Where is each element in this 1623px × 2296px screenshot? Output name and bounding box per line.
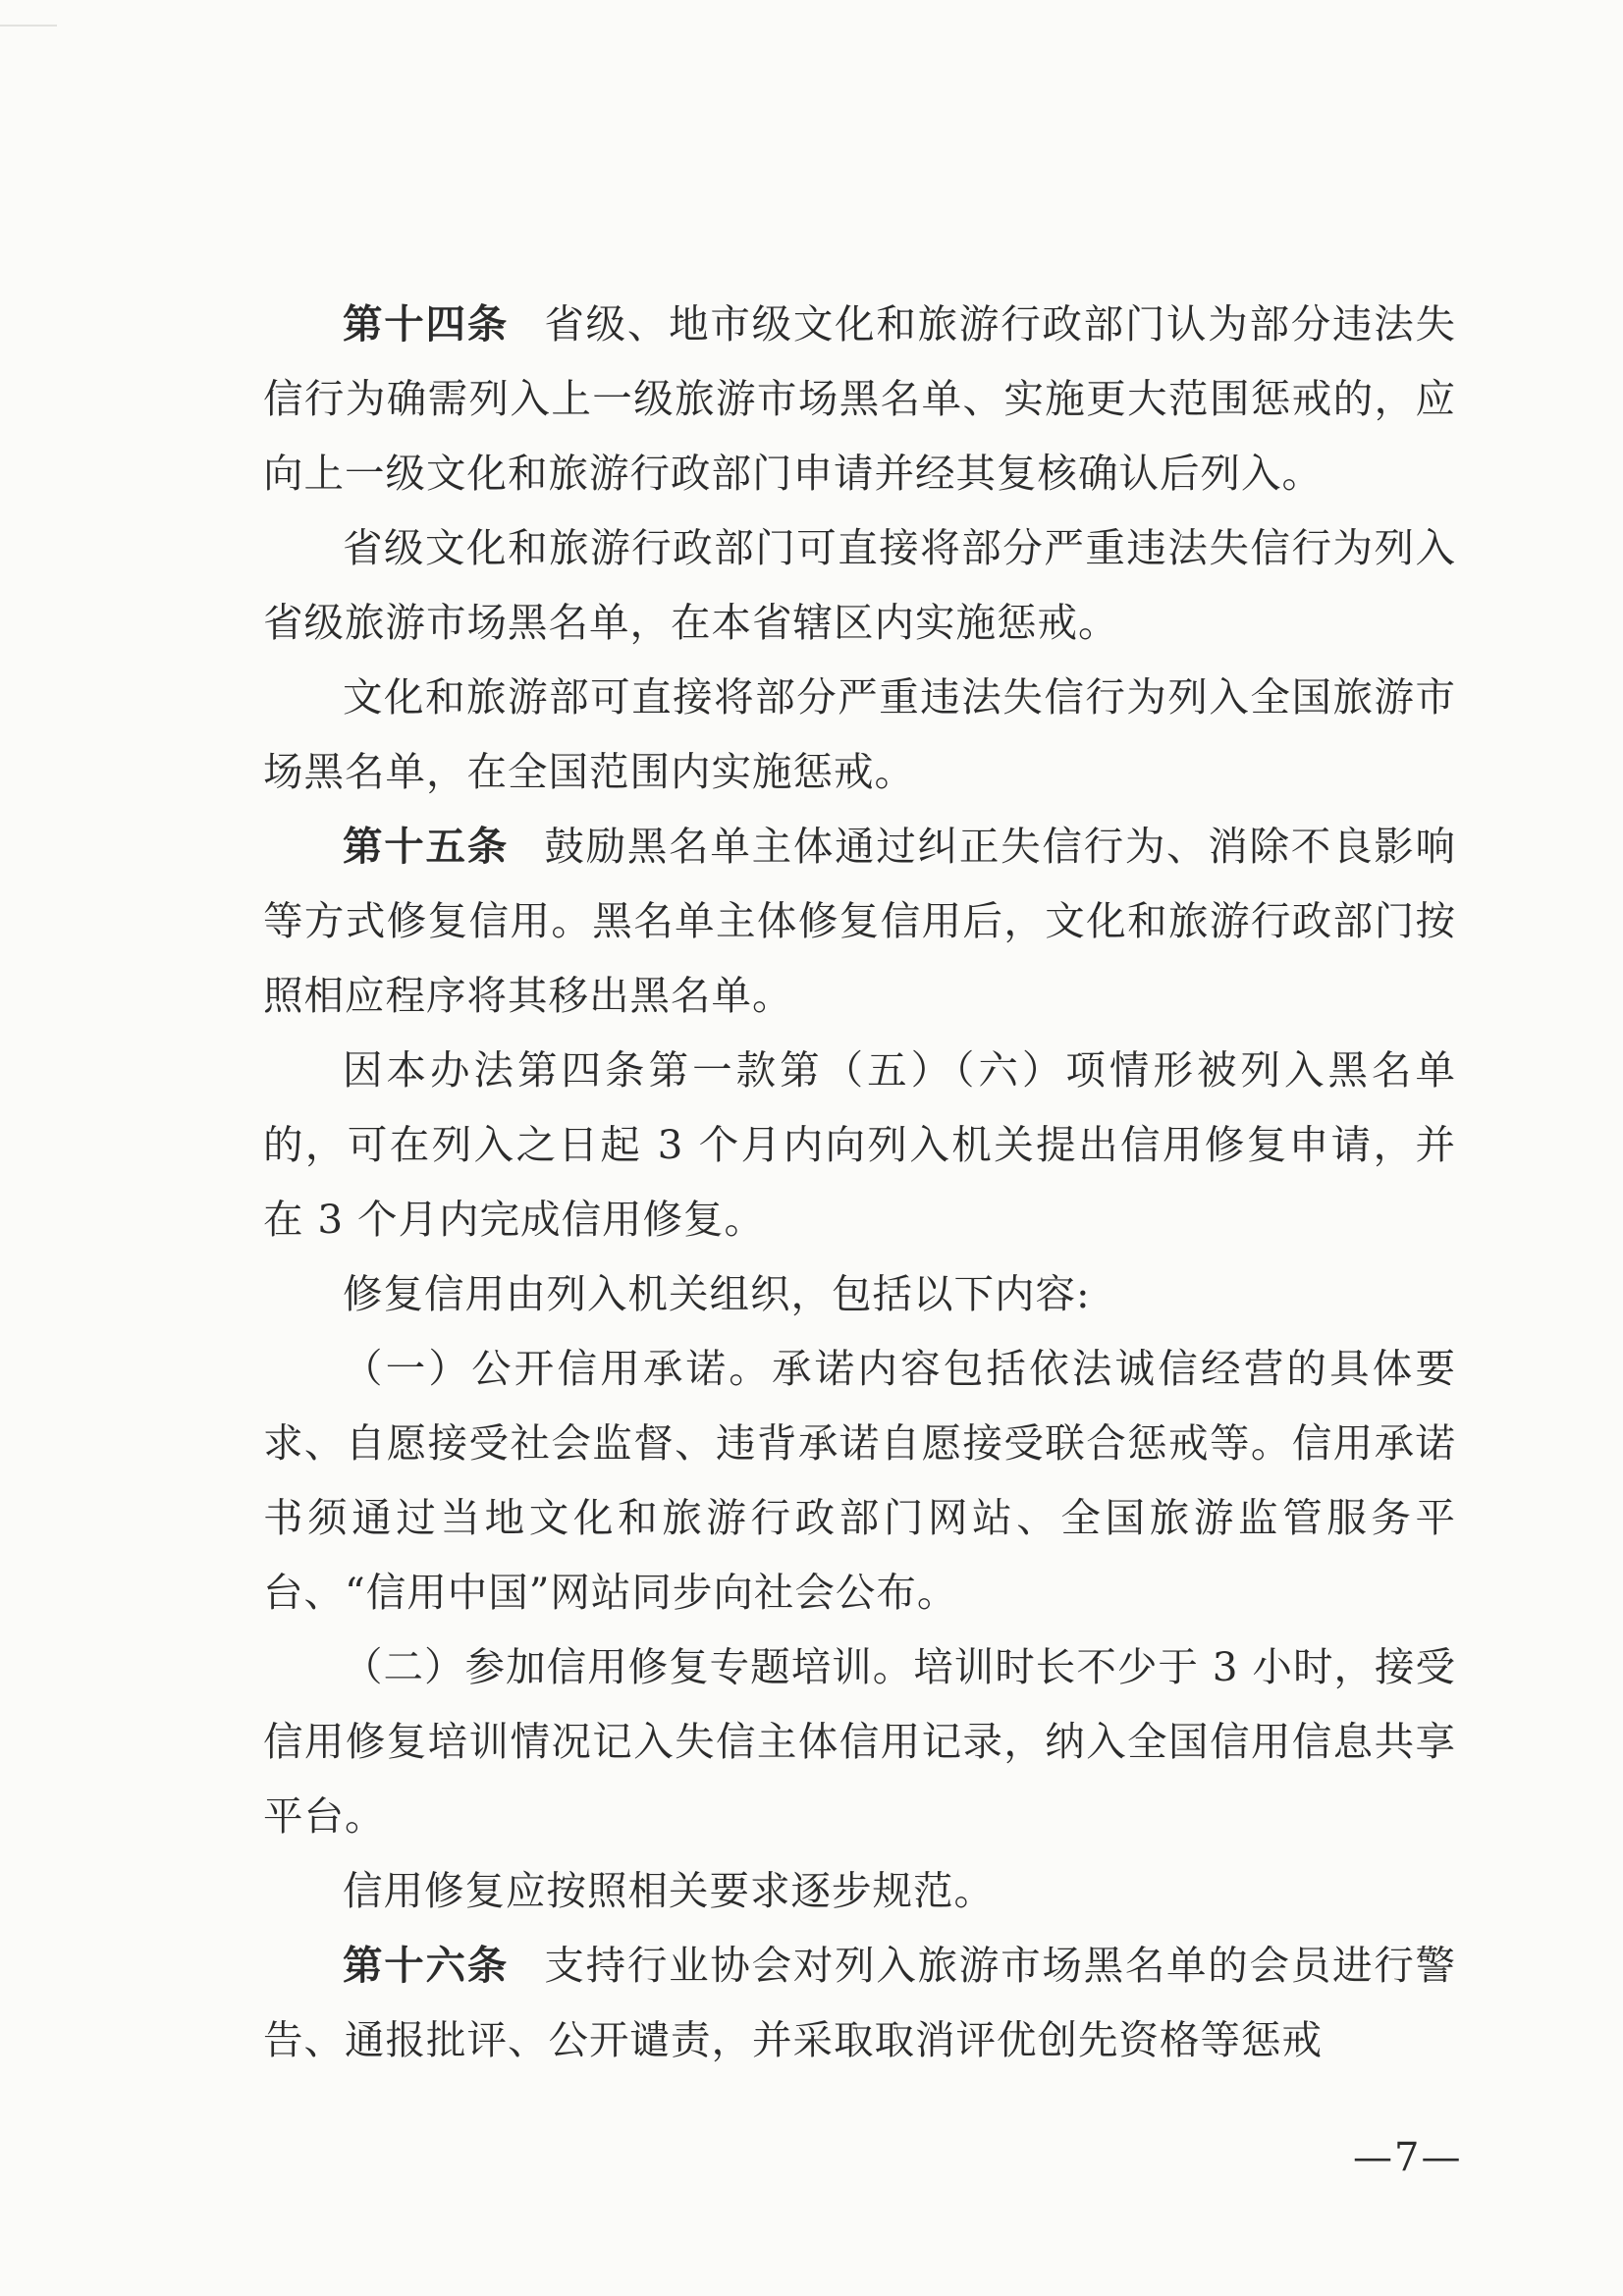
article-14-text-1: 省级、地市级文化和旅游行政部门认为部分违法失信行为确需列入上一级旅游市场黑名单、实施更大范围惩戒的，应向上一级文化和旅游行政部门申请并经其复核确认后列入。 — [263, 300, 1457, 497]
article-16-heading: 第十六条 — [343, 1942, 509, 1989]
article-16-text-1: 支持行业协会对列入旅游市场黑名单的会员进行警告、通报批评、公开谴责，并采取取消评优创先资格等惩戒 — [263, 1942, 1457, 2063]
scan-edge-mark — [0, 25, 57, 27]
article-15-paragraph-6: 信用修复应按照相关要求逐步规范。 — [343, 1867, 995, 1914]
article-14-heading: 第十四条 — [343, 300, 509, 347]
article-15-item-2: （二）参加信用修复专题培训。培训时长不少于 3 小时，接受信用修复培训情况记入失信主体信用记录，纳入全国信用信息共享平台。 — [263, 1643, 1456, 1840]
article-15-heading: 第十五条 — [343, 823, 509, 870]
article-14-paragraph-3: 文化和旅游部可直接将部分严重违法失信行为列入全国旅游市场黑名单，在全国范围内实施惩戒。 — [263, 673, 1456, 795]
article-15-paragraph-2: 因本办法第四条第一款第（五）（六）项情形被列入黑名单的，可在列入之日起 3 个月内向列入机关提出信用修复申请，并在 3 个月内完成信用修复。 — [263, 1046, 1456, 1243]
article-15-item-1: （一）公开信用承诺。承诺内容包括依法诚信经营的具体要求、自愿接受社会监督、违背承诺自愿接受联合惩戒等。信用承诺书须通过当地文化和旅游行政部门网站、全国旅游监管服务平台、“信用中国”网站同步向社会公布。 — [263, 1345, 1456, 1616]
article-15-paragraph-3: 修复信用由列入机关组织，包括以下内容: — [343, 1270, 1091, 1317]
article-16-paragraph-1 — [263, 1928, 1456, 2077]
article-15-paragraph-1 — [263, 809, 1456, 1033]
article-14-paragraph-1 — [263, 287, 1456, 510]
article-14-paragraph-2: 省级文化和旅游行政部门可直接将部分严重违法失信行为列入省级旅游市场黑名单，在本省辖区内实施惩戒。 — [263, 524, 1456, 646]
document-body — [263, 287, 1456, 2077]
article-15-text-1: 鼓励黑名单主体通过纠正失信行为、消除不良影响等方式修复信用。黑名单主体修复信用后，文化和旅游行政部门按照相应程序将其移出黑名单。 — [263, 823, 1457, 1019]
page-number: —7— — [1353, 2135, 1463, 2180]
